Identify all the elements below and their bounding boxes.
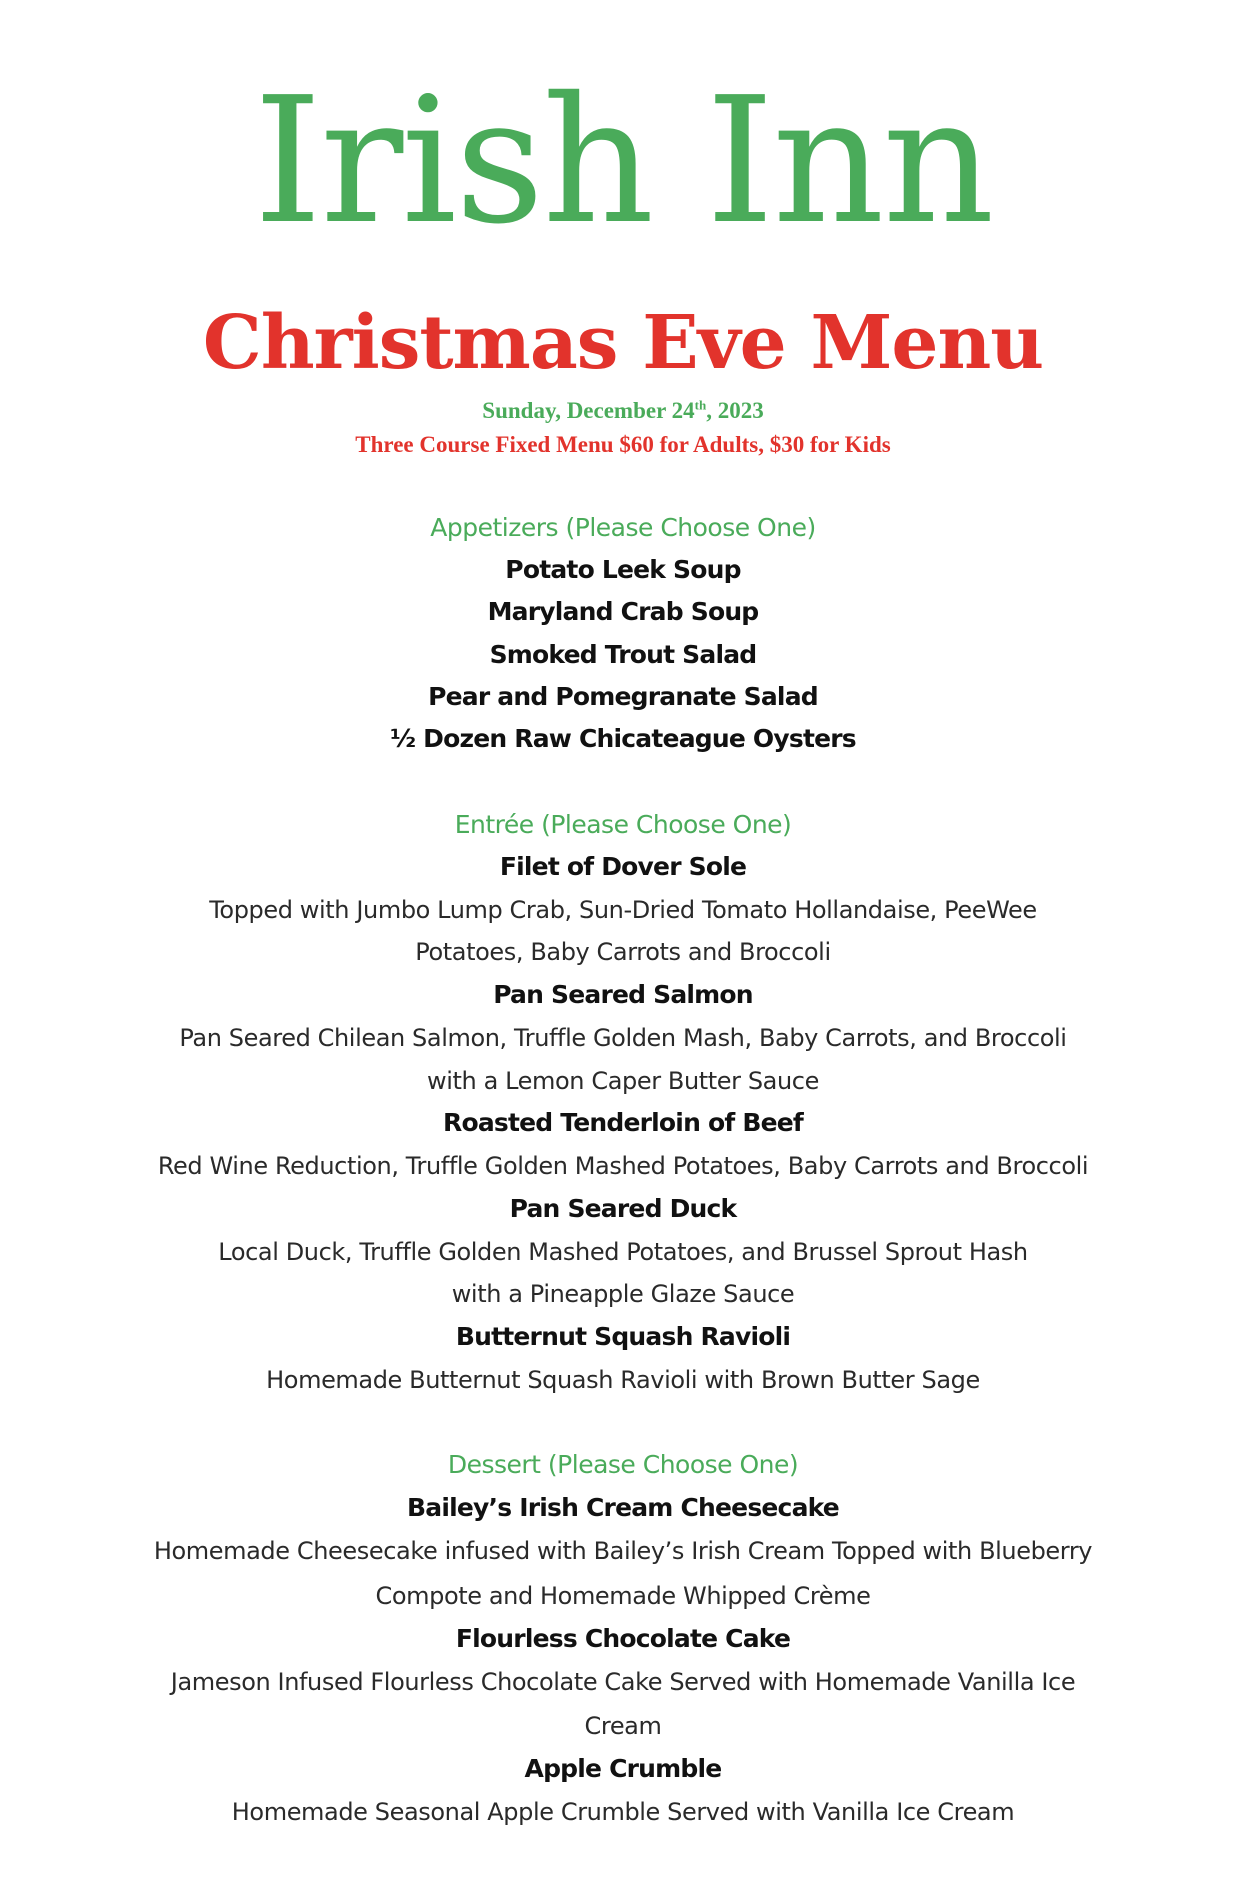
- event-date-ordinal: th: [694, 397, 707, 413]
- dessert-item-name: Apple Crumble: [524, 1754, 722, 1783]
- appetizer-item: Smoked Trout Salad: [489, 640, 757, 669]
- appetizers-heading: Appetizers (Please Choose One): [430, 513, 816, 542]
- appetizer-item: Potato Leek Soup: [505, 555, 741, 584]
- dessert-item-description: Cream: [584, 1712, 662, 1740]
- entree-item-description: with a Pineapple Glaze Sauce: [451, 1280, 795, 1308]
- entree-item-description: with a Lemon Caper Butter Sauce: [427, 1067, 819, 1095]
- dessert-item-description: Compote and Homemade Whipped Crème: [375, 1582, 871, 1610]
- entree-item-name: Pan Seared Duck: [509, 1194, 737, 1223]
- entree-item-description: Potatoes, Baby Carrots and Broccoli: [415, 938, 831, 966]
- restaurant-name: Irish Inn: [253, 60, 993, 263]
- appetizer-item: ½ Dozen Raw Chicateague Oysters: [390, 724, 856, 753]
- entree-item-description: Pan Seared Chilean Salmon, Truffle Golden Mash, Baby Carrots, and Broccoli: [179, 1024, 1067, 1052]
- appetizer-item: Pear and Pomegranate Salad: [428, 682, 818, 711]
- event-date: [0, 396, 1246, 426]
- entree-item-name: Butternut Squash Ravioli: [455, 1322, 791, 1351]
- dessert-item-name: Bailey’s Irish Cream Cheesecake: [407, 1493, 839, 1522]
- entree-item-name: Roasted Tenderloin of Beef: [443, 1108, 803, 1137]
- entree-item-name: Pan Seared Salmon: [493, 980, 753, 1009]
- entree-item-description: Local Duck, Truffle Golden Mashed Potatoes, and Brussel Sprout Hash: [218, 1238, 1028, 1266]
- menu-title: Christmas Eve Menu: [202, 300, 1044, 386]
- appetizer-item: Maryland Crab Soup: [487, 597, 759, 626]
- dessert-heading: Dessert (Please Choose One): [447, 1450, 799, 1479]
- entree-item-name: Filet of Dover Sole: [499, 852, 747, 881]
- entree-item-description: Homemade Butternut Squash Ravioli with Brown Butter Sage: [266, 1366, 980, 1394]
- entree-item-description: Red Wine Reduction, Truffle Golden Mashed Potatoes, Baby Carrots and Broccoli: [157, 1152, 1089, 1180]
- price-line: Three Course Fixed Menu $60 for Adults, $30 for Kids: [355, 432, 891, 457]
- event-date-year: , 2023: [706, 398, 764, 423]
- entree-item-description: Topped with Jumbo Lump Crab, Sun-Dried Tomato Hollandaise, PeeWee: [209, 896, 1037, 924]
- dessert-item-name: Flourless Chocolate Cake: [455, 1624, 791, 1653]
- dessert-item-description: Homemade Seasonal Apple Crumble Served with Vanilla Ice Cream: [231, 1798, 1015, 1826]
- event-date-day: Sunday, December 24: [482, 398, 695, 423]
- dessert-item-description: Homemade Cheesecake infused with Bailey’s Irish Cream Topped with Blueberry: [153, 1537, 1093, 1565]
- entree-heading: Entrée (Please Choose One): [454, 810, 792, 839]
- dessert-item-description: Jameson Infused Flourless Chocolate Cake Served with Homemade Vanilla Ice: [170, 1668, 1076, 1696]
